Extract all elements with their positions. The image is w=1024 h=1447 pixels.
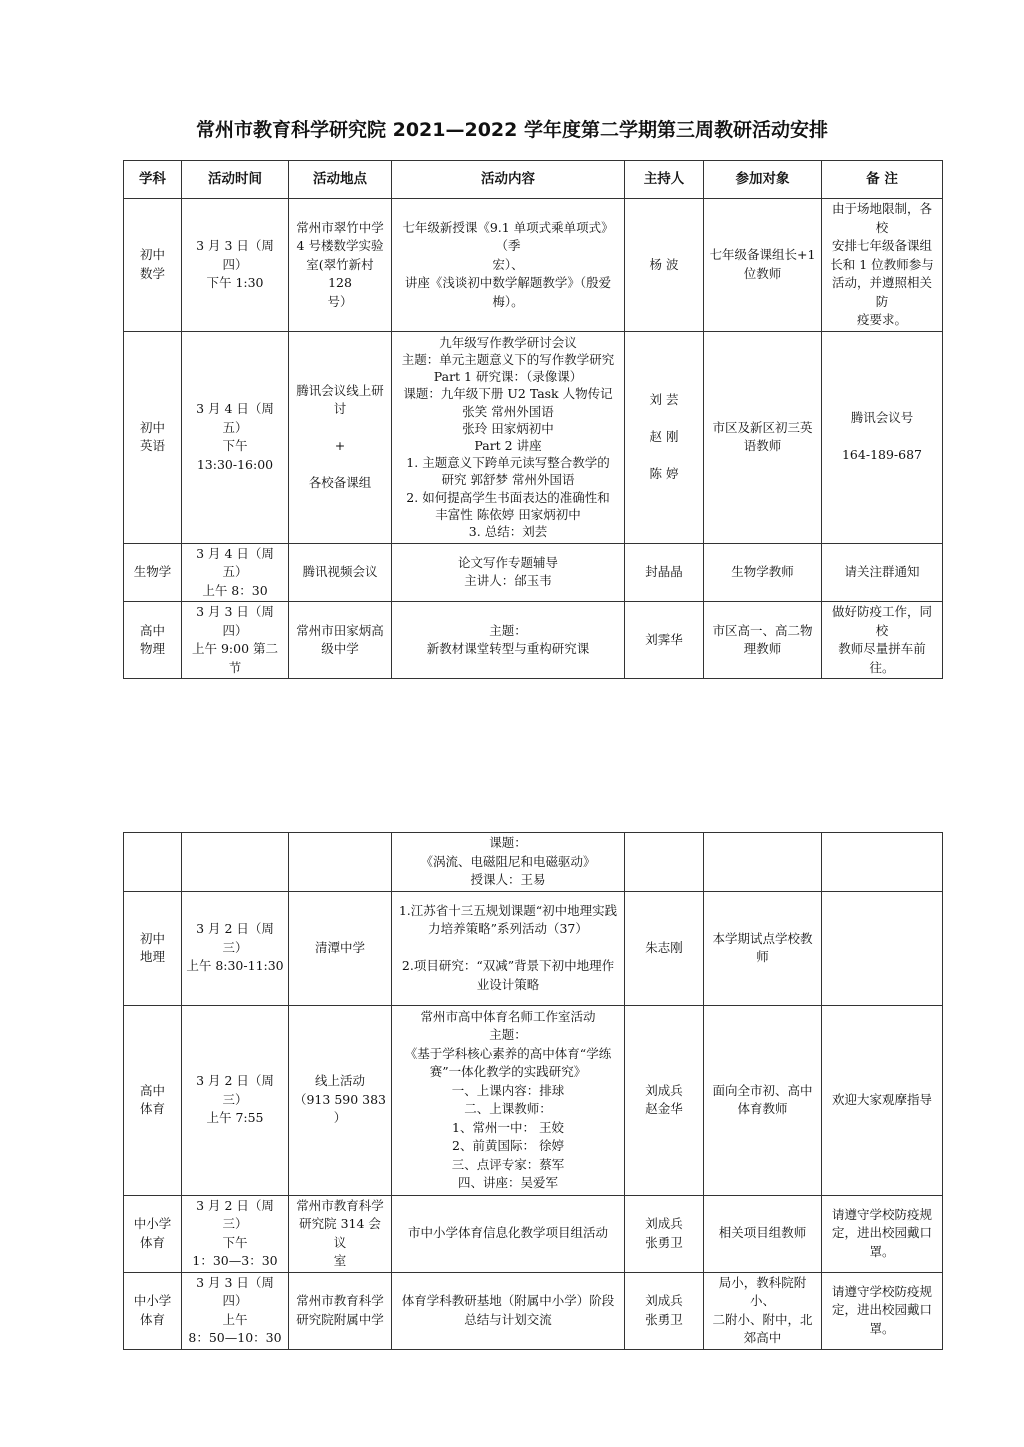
cell-subject — [124, 833, 182, 892]
cell-target: 局小，教科院附小、 二附小、附中，北 郊高中 — [704, 1272, 822, 1349]
cell-note: 由于场地限制，各校 安排七年级备课组 长和 1 位教师参与 活动，并遵照相关防 疫要求。 — [822, 199, 943, 332]
header-place: 活动地点 — [289, 161, 392, 199]
cell-content: 七年级新授课《9.1 单项式乘单项式》（季 宏）、 讲座《浅谈初中数学解题教学》（殷爱 梅）。 — [392, 199, 625, 332]
cell-place: 常州市翠竹中学 4 号楼数学实验 室(翠竹新村 128 号） — [289, 199, 392, 332]
cell-time: 3 月 2 日（周三） 上午 8:30-11:30 — [182, 891, 289, 1005]
cell-host — [625, 833, 704, 892]
cell-host: 朱志刚 — [625, 891, 704, 1005]
cell-note: 做好防疫工作，同校 教师尽量拼车前往。 — [822, 602, 943, 679]
cell-host: 杨 波 — [625, 199, 704, 332]
cell-time: 3 月 3 日（周四） 上午 9:00 第二节 — [182, 602, 289, 679]
cell-place: 常州市教育科学 研究院附属中学 — [289, 1272, 392, 1349]
cell-place: 常州市田家炳高 级中学 — [289, 602, 392, 679]
cell-time: 3 月 3 日（周四） 下午 1:30 — [182, 199, 289, 332]
cell-content: 1.江苏省十三五规划课题“初中地理实践 力培养策略”系列活动（37） 2.项目研究：“双减”背景下初中地理作 业设计策略 — [392, 891, 625, 1005]
cell-content: 市中小学体育信息化教学项目组活动 — [392, 1195, 625, 1272]
cell-subject: 生物学 — [124, 543, 182, 602]
table-row — [124, 1272, 943, 1349]
header-time: 活动时间 — [182, 161, 289, 199]
cell-target: 市区高一、高二物 理教师 — [704, 602, 822, 679]
cell-place: 线上活动 （913 590 383 ） — [289, 1005, 392, 1195]
cell-target: 生物学教师 — [704, 543, 822, 602]
cell-target: 本学期试点学校教 师 — [704, 891, 822, 1005]
cell-time: 3 月 3 日（周四） 上午 8：50—10：30 — [182, 1272, 289, 1349]
cell-subject: 初中 数学 — [124, 199, 182, 332]
cell-content: 体育学科教研基地（附属中小学）阶段 总结与计划交流 — [392, 1272, 625, 1349]
header-host: 主持人 — [625, 161, 704, 199]
cell-place: 腾讯视频会议 — [289, 543, 392, 602]
cell-host: 刘霁华 — [625, 602, 704, 679]
cell-host: 刘成兵 赵金华 — [625, 1005, 704, 1195]
table-row — [124, 1005, 943, 1195]
cell-note: 欢迎大家观摩指导 — [822, 1005, 943, 1195]
cell-time: 3 月 2 日（周三） 下午 1：30—3：30 — [182, 1195, 289, 1272]
cell-target: 市区及新区初三英 语教师 — [704, 331, 822, 543]
cell-note — [822, 891, 943, 1005]
cell-time: 3 月 2 日（周三） 上午 7:55 — [182, 1005, 289, 1195]
cell-target: 七年级备课组长+1 位教师 — [704, 199, 822, 332]
header-target: 参加对象 — [704, 161, 822, 199]
cell-time: 3 月 4 日（周五） 上午 8：30 — [182, 543, 289, 602]
cell-subject: 初中 地理 — [124, 891, 182, 1005]
cell-time — [182, 833, 289, 892]
cell-content: 论文写作专题辅导 主讲人：邰玉韦 — [392, 543, 625, 602]
table-row — [124, 1195, 943, 1272]
schedule-table-part2 — [123, 832, 943, 1350]
cell-target — [704, 833, 822, 892]
cell-subject: 初中 英语 — [124, 331, 182, 543]
cell-time: 3 月 4 日（周五） 下午 13:30-16:00 — [182, 331, 289, 543]
cell-subject: 中小学 体育 — [124, 1195, 182, 1272]
cell-target: 相关项目组教师 — [704, 1195, 822, 1272]
cell-place — [289, 833, 392, 892]
cell-subject: 高中 物理 — [124, 602, 182, 679]
cell-note: 请遵守学校防疫规 定，进出校园戴口 罩。 — [822, 1195, 943, 1272]
table-row — [124, 833, 943, 892]
cell-content: 课题： 《涡流、电磁阻尼和电磁驱动》 授课人：王易 — [392, 833, 625, 892]
cell-host: 刘成兵 张勇卫 — [625, 1195, 704, 1272]
cell-place: 常州市教育科学 研究院 314 会议 室 — [289, 1195, 392, 1272]
table-row — [124, 331, 943, 543]
cell-note — [822, 833, 943, 892]
cell-host: 封晶晶 — [625, 543, 704, 602]
cell-content: 常州市高中体育名师工作室活动 主题： 《基于学科核心素养的高中体育“学练 赛”一体化教学的实践研究》 一、上课内容：排球 二、上课教师： 1、常州一中： 王姣 2、前黄国际： 徐婷 三、点评专家：蔡军 四、讲座：吴爱军 — [392, 1005, 625, 1195]
cell-note: 请关注群通知 — [822, 543, 943, 602]
header-subject: 学科 — [124, 161, 182, 199]
cell-target: 面向全市初、高中 体育教师 — [704, 1005, 822, 1195]
cell-subject: 高中 体育 — [124, 1005, 182, 1195]
cell-place: 腾讯会议线上研 讨 + 各校备课组 — [289, 331, 392, 543]
cell-host: 刘 芸 赵 刚 陈 婷 — [625, 331, 704, 543]
header-content: 活动内容 — [392, 161, 625, 199]
table-row — [124, 543, 943, 602]
cell-host: 刘成兵 张勇卫 — [625, 1272, 704, 1349]
page-title: 常州市教育科学研究院 2021—2022 学年度第二学期第三周教研活动安排 — [196, 119, 828, 141]
table-row — [124, 891, 943, 1005]
table-row — [124, 602, 943, 679]
cell-content: 九年级写作教学研讨会议 主题：单元主题意义下的写作教学研究 Part 1 研究课：（录像课） 课题：九年级下册 U2 Task 人物传记 张笑 常州外国语 张玲 田家炳初中 Part 2 讲座 1. 主题意义下跨单元读写整合教学的 研究 郭舒梦 常州外国语 2. 如何提高学生书面表达的准确性和 丰富性 陈依婷 田家炳初中 3. 总结：刘芸 — [392, 331, 625, 543]
cell-subject: 中小学 体育 — [124, 1272, 182, 1349]
schedule-table-part1 — [123, 160, 943, 679]
cell-note: 请遵守学校防疫规 定，进出校园戴口 罩。 — [822, 1272, 943, 1349]
table-row — [124, 199, 943, 332]
header-row — [124, 161, 943, 199]
header-note: 备 注 — [822, 161, 943, 199]
cell-place: 清潭中学 — [289, 891, 392, 1005]
cell-content: 主题： 新教材课堂转型与重构研究课 — [392, 602, 625, 679]
cell-note: 腾讯会议号 164-189-687 — [822, 331, 943, 543]
